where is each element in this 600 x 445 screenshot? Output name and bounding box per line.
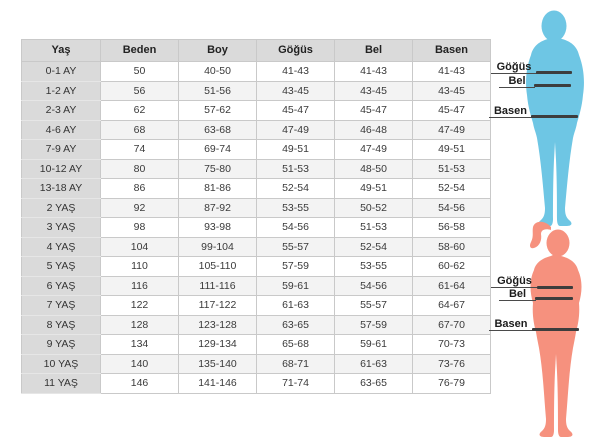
table-cell: 52-54 — [257, 179, 335, 199]
row-age-cell: 4-6 AY — [22, 120, 101, 140]
table-row — [22, 62, 491, 82]
table-cell: 41-43 — [257, 62, 335, 82]
table-cell: 45-47 — [335, 101, 413, 121]
table-cell: 43-45 — [257, 81, 335, 101]
table-cell: 40-50 — [179, 62, 257, 82]
table-cell: 135-140 — [179, 354, 257, 374]
table-cell: 86 — [101, 179, 179, 199]
table-cell: 92 — [101, 198, 179, 218]
table-cell: 43-45 — [335, 81, 413, 101]
table-cell: 50-52 — [335, 198, 413, 218]
row-age-cell: 3 YAŞ — [22, 218, 101, 238]
table-cell: 46-48 — [335, 120, 413, 140]
table-row — [22, 354, 491, 374]
row-age-cell: 9 YAŞ — [22, 335, 101, 355]
row-age-cell: 2 YAŞ — [22, 198, 101, 218]
table-cell: 128 — [101, 315, 179, 335]
table-row — [22, 81, 491, 101]
table-row — [22, 335, 491, 355]
table-cell: 76-79 — [413, 374, 491, 394]
table-cell: 117-122 — [179, 296, 257, 316]
table-cell: 50 — [101, 62, 179, 82]
row-age-cell: 13-18 AY — [22, 179, 101, 199]
row-age-cell: 4 YAŞ — [22, 237, 101, 257]
table-cell: 64-67 — [413, 296, 491, 316]
size-table — [21, 39, 491, 394]
boy-hip-label: Basen — [489, 105, 532, 118]
row-age-cell: 7 YAŞ — [22, 296, 101, 316]
table-cell: 116 — [101, 276, 179, 296]
table-cell: 140 — [101, 354, 179, 374]
table-row — [22, 218, 491, 238]
table-cell: 87-92 — [179, 198, 257, 218]
table-cell: 41-43 — [413, 62, 491, 82]
column-header-size: Beden — [101, 40, 179, 62]
table-cell: 55-57 — [335, 296, 413, 316]
table-row — [22, 237, 491, 257]
table-row — [22, 120, 491, 140]
girl-chest-label: Göğüs — [491, 275, 538, 288]
girl-hip-label: Basen — [489, 318, 533, 331]
table-cell: 47-49 — [413, 120, 491, 140]
table-cell: 105-110 — [179, 257, 257, 277]
table-cell: 62 — [101, 101, 179, 121]
girl-waist-line — [535, 297, 573, 300]
table-cell: 104 — [101, 237, 179, 257]
table-cell: 81-86 — [179, 179, 257, 199]
table-cell: 134 — [101, 335, 179, 355]
boy-waist-label: Bel — [499, 75, 535, 88]
table-cell: 49-51 — [257, 140, 335, 160]
table-cell: 47-49 — [257, 120, 335, 140]
table-cell: 73-76 — [413, 354, 491, 374]
table-cell: 99-104 — [179, 237, 257, 257]
table-cell: 45-47 — [257, 101, 335, 121]
table-cell: 57-59 — [257, 257, 335, 277]
row-age-cell: 2-3 AY — [22, 101, 101, 121]
table-cell: 98 — [101, 218, 179, 238]
boy-waist-line — [534, 84, 571, 87]
table-row — [22, 179, 491, 199]
row-age-cell: 5 YAŞ — [22, 257, 101, 277]
table-cell: 51-53 — [257, 159, 335, 179]
table-cell: 65-68 — [257, 335, 335, 355]
table-cell: 63-65 — [257, 315, 335, 335]
table-cell: 75-80 — [179, 159, 257, 179]
table-cell: 63-68 — [179, 120, 257, 140]
table-cell: 52-54 — [413, 179, 491, 199]
table-row — [22, 257, 491, 277]
table-cell: 71-74 — [257, 374, 335, 394]
table-cell: 60-62 — [413, 257, 491, 277]
table-row — [22, 276, 491, 296]
table-cell: 54-56 — [257, 218, 335, 238]
column-header-age: Yaş — [22, 40, 101, 62]
table-cell: 74 — [101, 140, 179, 160]
girl-chest-line — [537, 286, 573, 289]
table-cell: 68 — [101, 120, 179, 140]
row-age-cell: 10-12 AY — [22, 159, 101, 179]
table-cell: 93-98 — [179, 218, 257, 238]
table-cell: 110 — [101, 257, 179, 277]
table-row — [22, 198, 491, 218]
table-cell: 55-57 — [257, 237, 335, 257]
table-row — [22, 296, 491, 316]
table-cell: 146 — [101, 374, 179, 394]
column-header-hip: Basen — [413, 40, 491, 62]
row-age-cell: 10 YAŞ — [22, 354, 101, 374]
row-age-cell: 7-9 AY — [22, 140, 101, 160]
row-age-cell: 0-1 AY — [22, 62, 101, 82]
table-cell: 51-56 — [179, 81, 257, 101]
table-cell: 48-50 — [335, 159, 413, 179]
table-cell: 70-73 — [413, 335, 491, 355]
table-cell: 43-45 — [413, 81, 491, 101]
table-header-row — [22, 40, 491, 62]
table-cell: 47-49 — [335, 140, 413, 160]
table-cell: 53-55 — [335, 257, 413, 277]
table-cell: 53-55 — [257, 198, 335, 218]
table-cell: 68-71 — [257, 354, 335, 374]
table-cell: 57-59 — [335, 315, 413, 335]
table-cell: 54-56 — [335, 276, 413, 296]
table-cell: 58-60 — [413, 237, 491, 257]
table-cell: 69-74 — [179, 140, 257, 160]
boy-chest-label: Göğüs — [491, 61, 537, 74]
column-header-height: Boy — [179, 40, 257, 62]
table-cell: 67-70 — [413, 315, 491, 335]
table-cell: 51-53 — [413, 159, 491, 179]
boy-body-shape — [526, 11, 584, 227]
table-cell: 54-56 — [413, 198, 491, 218]
table-cell: 122 — [101, 296, 179, 316]
table-row — [22, 159, 491, 179]
column-header-chest: Göğüs — [257, 40, 335, 62]
row-age-cell: 11 YAŞ — [22, 374, 101, 394]
table-cell: 123-128 — [179, 315, 257, 335]
table-cell: 49-51 — [335, 179, 413, 199]
girl-waist-label: Bel — [499, 288, 536, 301]
table-cell: 63-65 — [335, 374, 413, 394]
table-cell: 57-62 — [179, 101, 257, 121]
girl-hip-line — [532, 328, 579, 331]
table-row — [22, 101, 491, 121]
table-cell: 49-51 — [413, 140, 491, 160]
table-cell: 111-116 — [179, 276, 257, 296]
table-row — [22, 374, 491, 394]
row-age-cell: 1-2 AY — [22, 81, 101, 101]
row-age-cell: 6 YAŞ — [22, 276, 101, 296]
table-cell: 141-146 — [179, 374, 257, 394]
column-header-waist: Bel — [335, 40, 413, 62]
row-age-cell: 8 YAŞ — [22, 315, 101, 335]
table-cell: 61-63 — [257, 296, 335, 316]
boy-chest-line — [536, 71, 572, 74]
boy-hip-line — [531, 115, 578, 118]
table-cell: 51-53 — [335, 218, 413, 238]
table-row — [22, 315, 491, 335]
table-cell: 56 — [101, 81, 179, 101]
table-cell: 129-134 — [179, 335, 257, 355]
table-cell: 52-54 — [335, 237, 413, 257]
table-cell: 61-64 — [413, 276, 491, 296]
table-cell: 41-43 — [335, 62, 413, 82]
table-cell: 61-63 — [335, 354, 413, 374]
table-cell: 80 — [101, 159, 179, 179]
table-cell: 59-61 — [257, 276, 335, 296]
table-cell: 45-47 — [413, 101, 491, 121]
boy-silhouette — [505, 8, 597, 230]
table-cell: 59-61 — [335, 335, 413, 355]
table-row — [22, 140, 491, 160]
table-cell: 56-58 — [413, 218, 491, 238]
size-table-body — [22, 62, 491, 394]
